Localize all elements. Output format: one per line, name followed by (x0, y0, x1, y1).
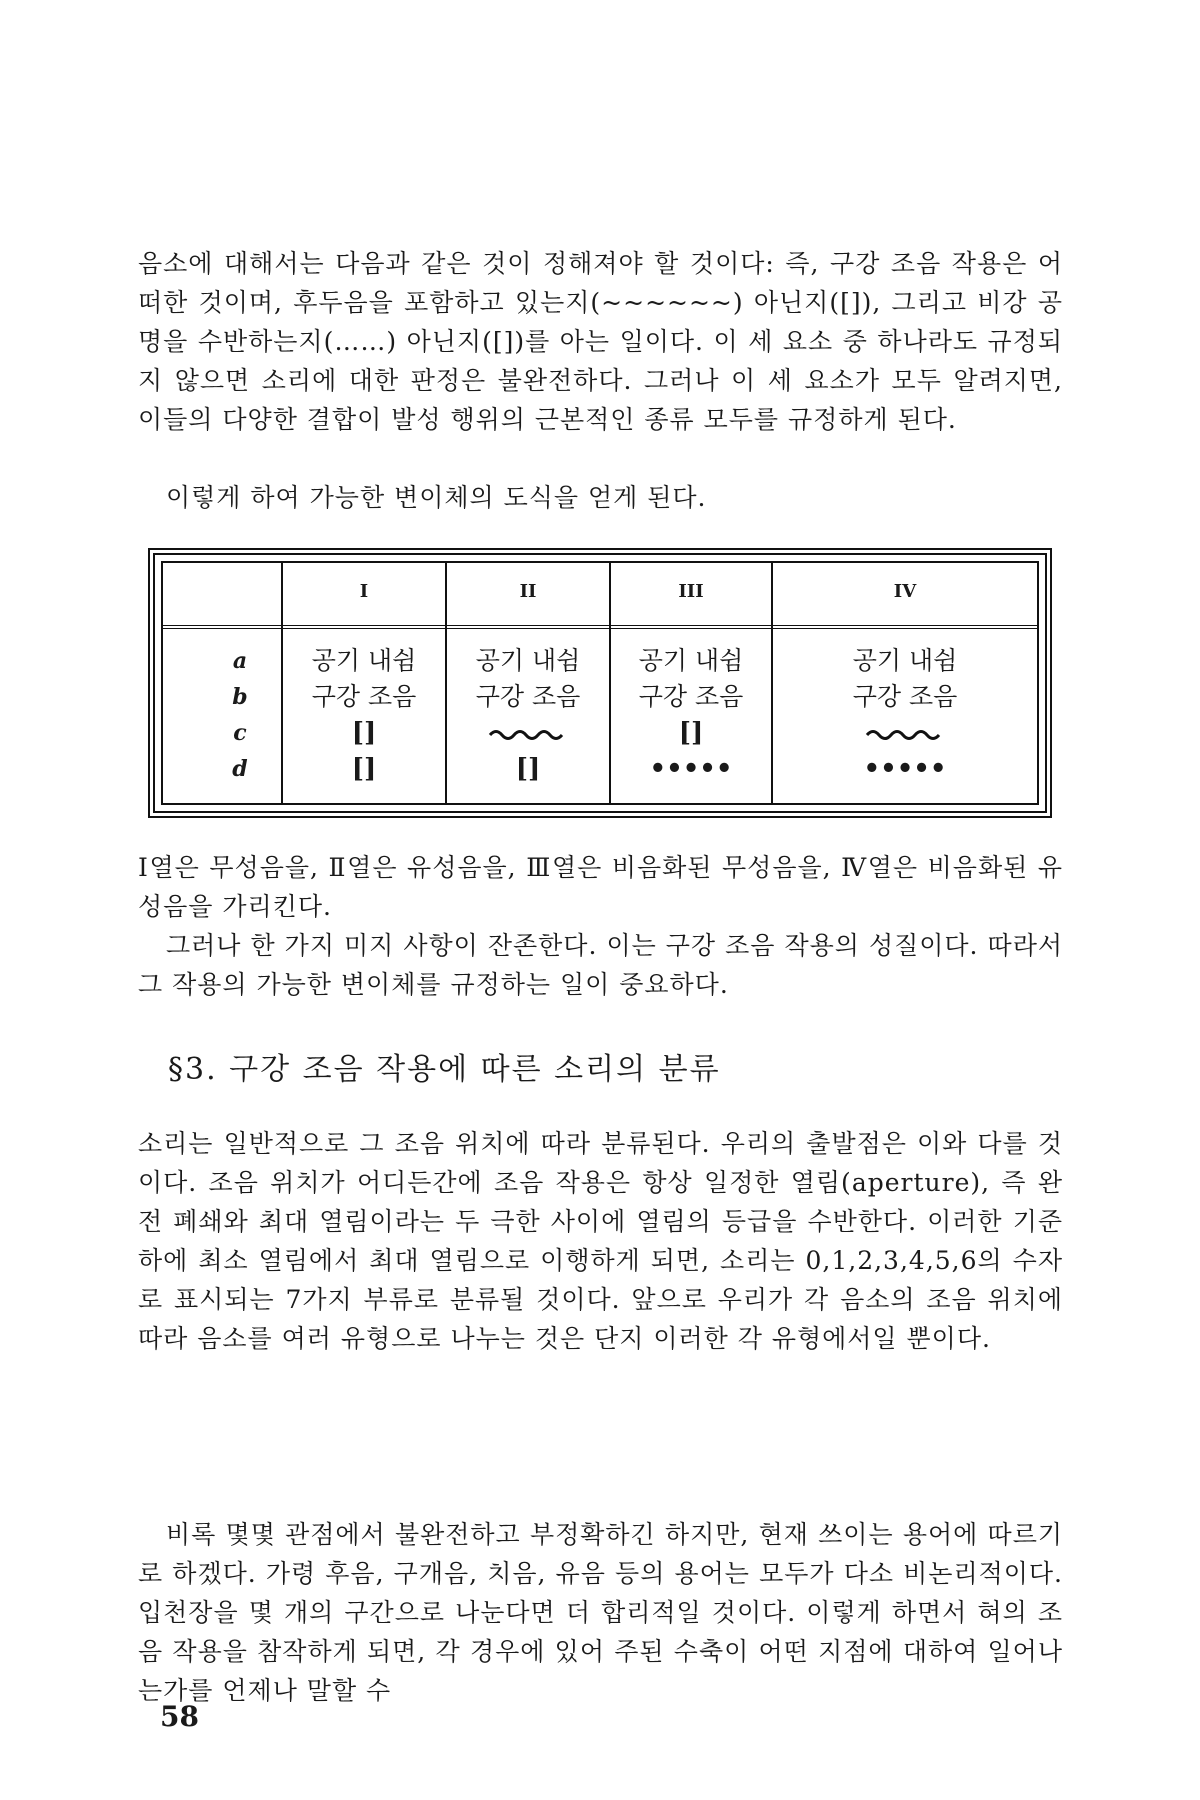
column-header: III (678, 581, 704, 602)
section-heading: §3. 구강 조음 작용에 따른 소리의 분류 (168, 1052, 721, 1087)
cell-oral-articulation: 구강 조음 (852, 682, 958, 711)
cell-bracket-symbol: [] (351, 754, 377, 784)
cell-breath: 공기 내쉼 (638, 646, 744, 675)
table-column-ii (447, 563, 609, 803)
table-column-iii (611, 563, 771, 803)
wavy-line-icon (865, 726, 945, 744)
row-label-c: c (233, 720, 247, 746)
cell-dots-symbol: ••••• (649, 754, 733, 784)
paragraph-column-legend: Ⅰ열은 무성음을, Ⅱ열은 유성음을, Ⅲ열은 비음화된 무성음을, Ⅳ열은 비음화된 유성음을 가리킨다. (138, 853, 1063, 921)
column-header: IV (893, 581, 917, 602)
paragraph-classification: 소리는 일반적으로 그 조음 위치에 따라 분류된다. 우리의 출발점은 이와 다를 것이다. 조음 위치가 어디든간에 조음 작용은 항상 일정한 열림(aperture), 즉 완전 폐쇄와 최대 열림이라는 두 극한 사이에 열림의 등급을 수반한다. 이러한 기준하에 최소 열림에서 최대 열림으로 이행하게 되면, 소리는 0,1,2,3,4,5,6의 수자로 표시되는 7가지 부류로 분류될 것이다. 앞으로 우리가 각 음소의 조음 위치에 따라 음소를 여러 유형으로 나누는 것은 단지 이러한 각 유형에서일 뿐이다. (138, 1129, 1063, 1353)
row-label-a: a (232, 648, 248, 674)
cell-bracket-symbol: [] (351, 718, 377, 748)
column-header: II (519, 581, 537, 602)
table-column-i (283, 563, 445, 803)
table-column-iv (773, 563, 1037, 803)
cell-breath: 공기 내쉼 (852, 646, 958, 675)
paragraph-terminology: 비록 몇몇 관점에서 불완전하고 부정확하긴 하지만, 현재 쓰이는 용어에 따르기로 하겠다. 가령 후음, 구개음, 치음, 유음 등의 용어는 모두가 다소 비논리적이다. 입천장을 몇 개의 구간으로 나눈다면 더 합리적일 것이다. 이렇게 하면서 혀의 조음 작용을 참작하게 되면, 각 경우에 있어 주된 수축이 어떤 지점에 대하여 일어나는가를 언제나 말할 수 (138, 1520, 1063, 1705)
cell-oral-articulation: 구강 조음 (311, 682, 417, 711)
row-label-d: d (232, 756, 248, 782)
cell-wave-symbol (773, 715, 1037, 751)
paragraph-remaining-question: 그러나 한 가지 미지 사항이 잔존한다. 이는 구강 조음 작용의 성질이다. 따라서 그 작용의 가능한 변이체를 규정하는 일이 중요하다. (138, 931, 1063, 999)
cell-dots-symbol: ••••• (863, 754, 947, 784)
cell-bracket-symbol: [] (678, 718, 704, 748)
page-number: 58 (160, 1700, 199, 1733)
cell-oral-articulation: 구강 조음 (638, 682, 744, 711)
cell-bracket-symbol: [] (515, 754, 541, 784)
row-label-b: b (232, 684, 248, 710)
cell-breath: 공기 내쉼 (475, 646, 581, 675)
paragraph-intro: 음소에 대해서는 다음과 같은 것이 정해져야 할 것이다: 즉, 구강 조음 작용은 어떠한 것이며, 후두음을 포함하고 있는지(~~~~~~) 아닌지([]), 그리고 비강 공명을 수반하는지(……) 아닌지([])를 아는 일이다. 이 세 요소 중 하나라도 규정되지 않으면 소리에 대한 판정은 불완전하다. 그러나 이 세 요소가 모두 알려지면, 이들의 다양한 결합이 발성 행위의 근본적인 종류 모두를 규정하게 된다. (138, 249, 1063, 434)
column-header: I (359, 581, 369, 602)
cell-wave-symbol (447, 715, 609, 751)
cell-breath: 공기 내쉼 (311, 646, 417, 675)
wavy-line-icon (488, 726, 568, 744)
paragraph-schema-intro: 이렇게 하여 가능한 변이체의 도식을 얻게 된다. (166, 483, 707, 512)
cell-oral-articulation: 구강 조음 (475, 682, 581, 711)
variant-schema-table (148, 548, 1052, 818)
